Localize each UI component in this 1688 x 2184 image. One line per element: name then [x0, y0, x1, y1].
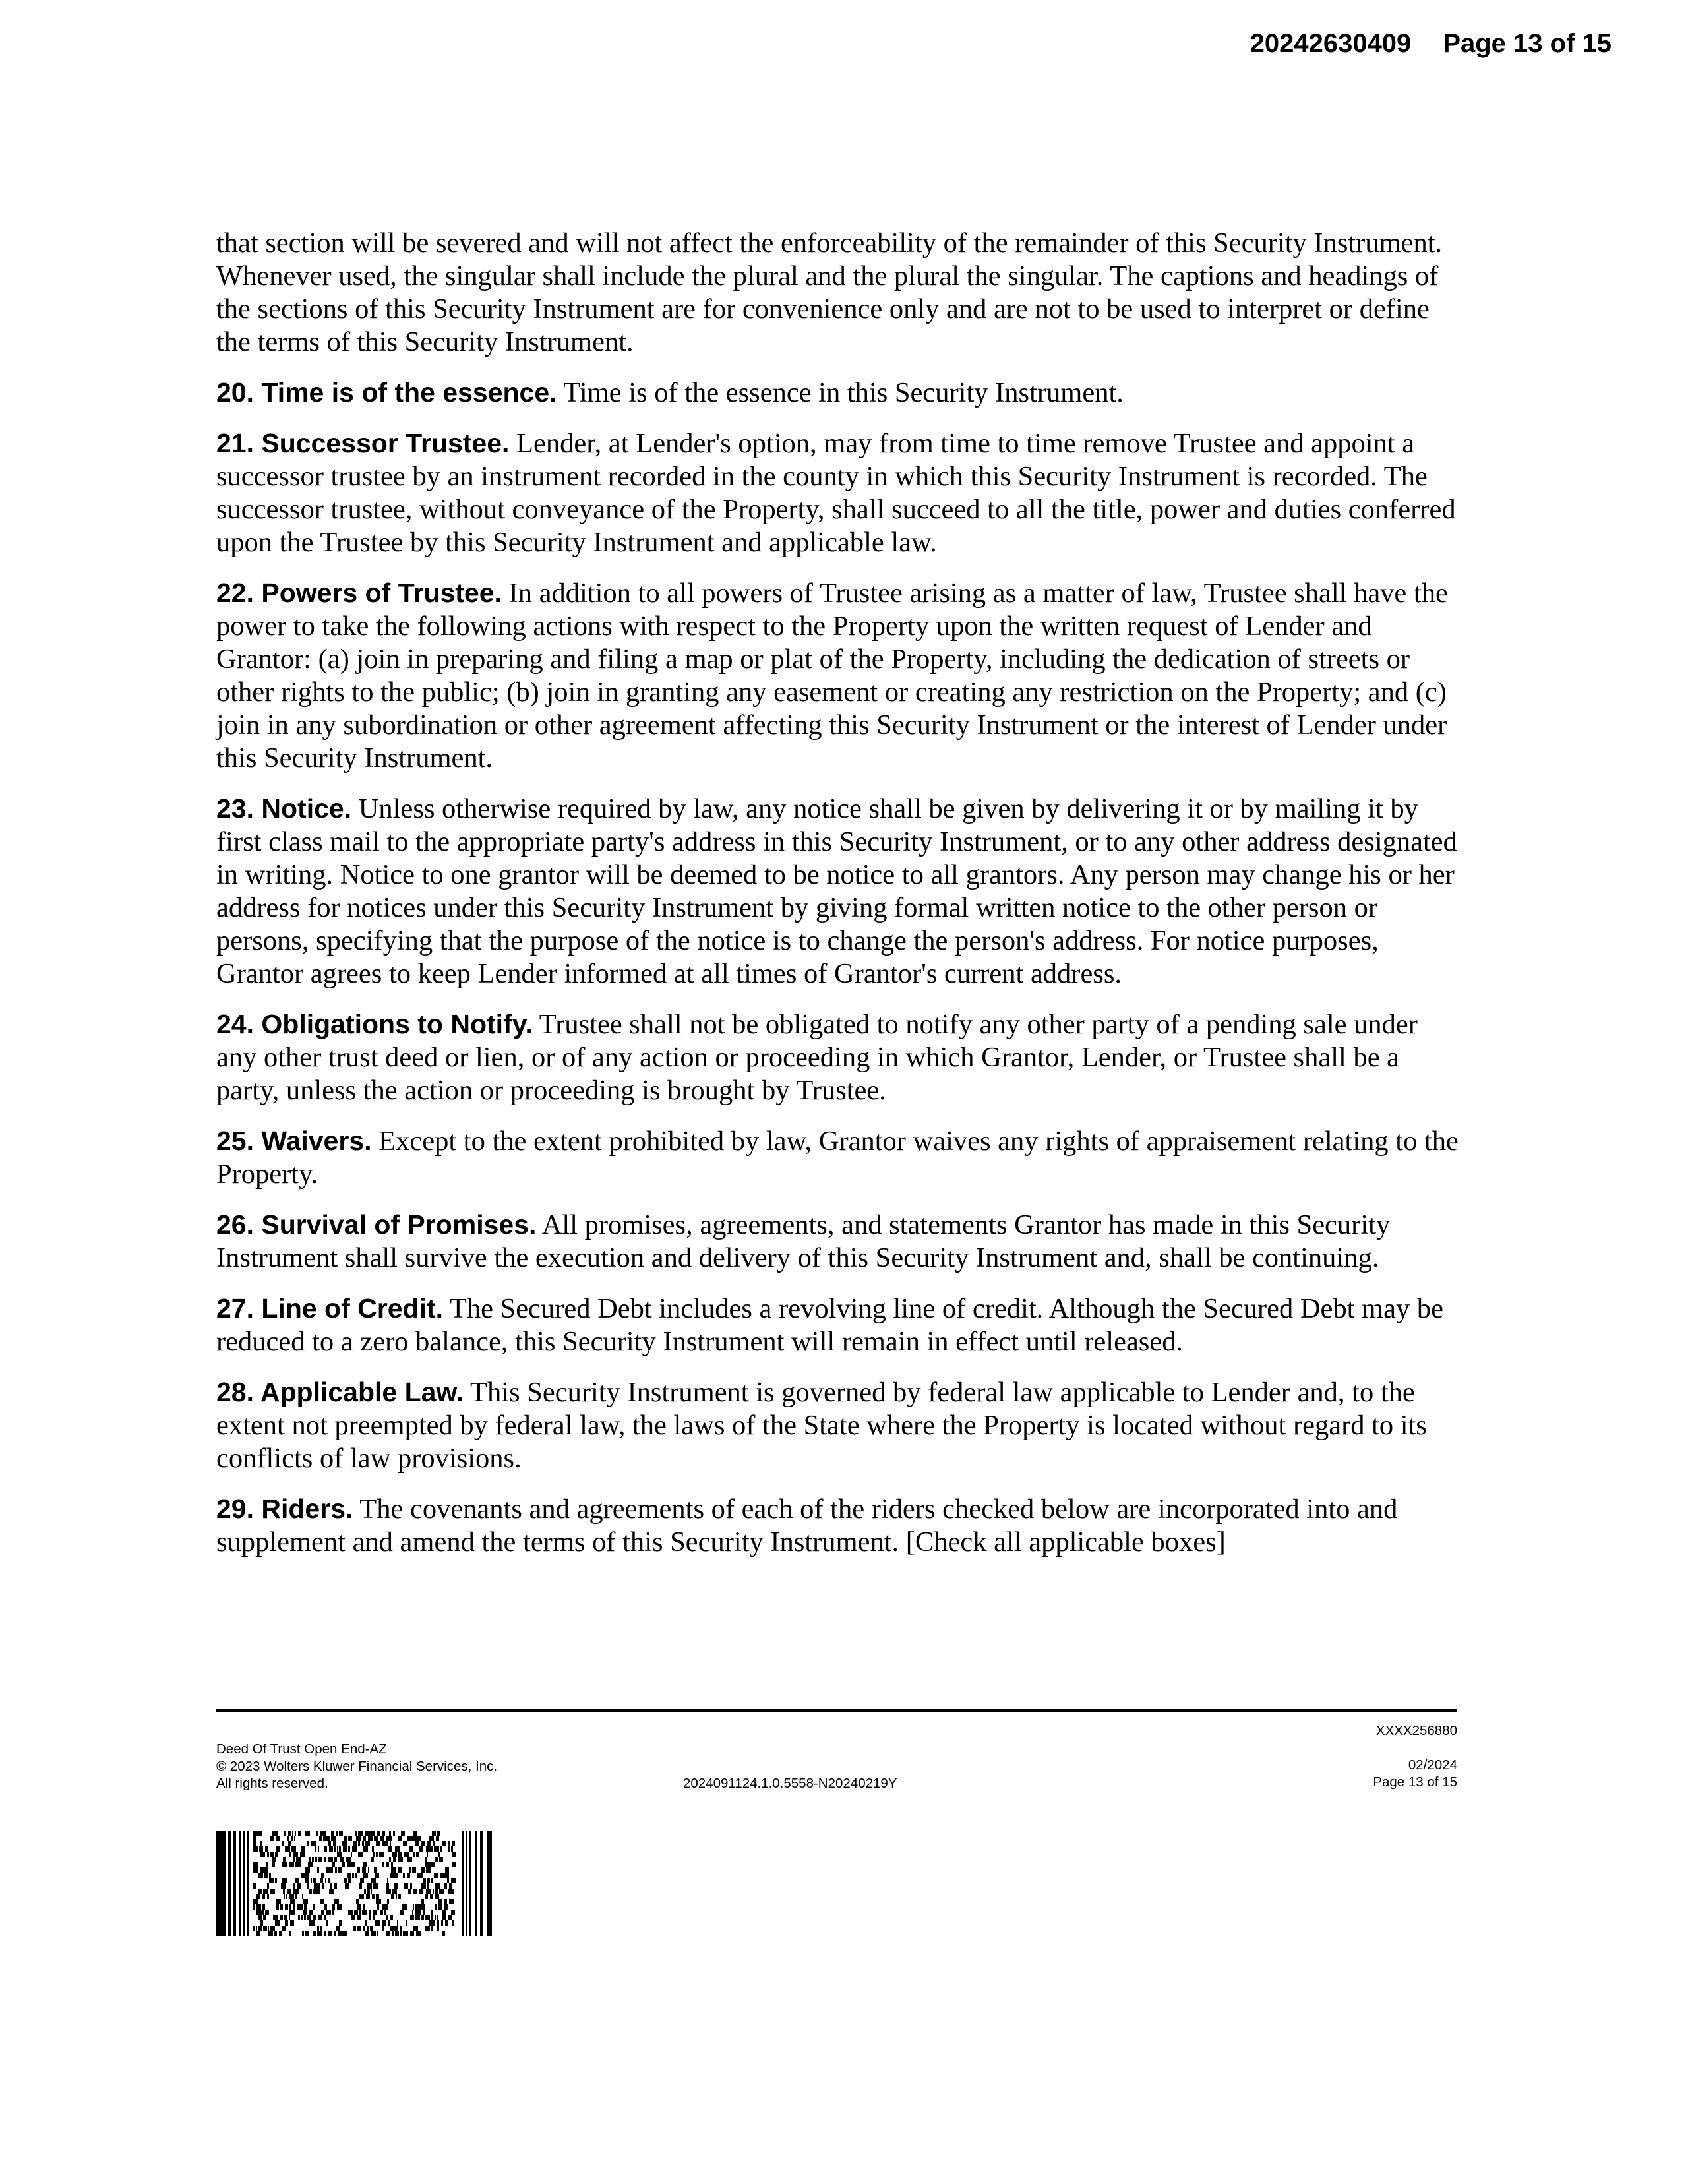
section-25 [216, 1124, 1462, 1191]
rights-reserved: All rights reserved. [216, 1776, 328, 1791]
section-29 [216, 1492, 1462, 1559]
form-date: 02/2024 [1408, 1757, 1457, 1773]
section-heading: 27. Line of Credit. [216, 1293, 443, 1323]
section-heading: 28. Applicable Law. [216, 1377, 464, 1407]
continuation-paragraph: that section will be severed and will not affect the enforceability of the remainder of this Security Instrument. Whenever used, the singular shall include the plural and the plural the singular. The captions and headings of the sections of this Security Instrument are for convenience only and are not to be used to interpret or define the terms of this Security Instrument. [216, 228, 1443, 357]
document-body [216, 227, 1462, 1576]
footer-form-info [216, 1741, 497, 1792]
section-27 [216, 1292, 1462, 1358]
section-20 [216, 376, 1462, 410]
section-text: The covenants and agreements of each of the riders checked below are incorporated into and supplement and amend the terms of this Security Instrument. [Check all applicable boxes] [216, 1494, 1398, 1558]
section-26 [216, 1208, 1462, 1275]
section-23 [216, 792, 1462, 990]
section-heading: 26. Survival of Promises. [216, 1209, 537, 1240]
section-22 [216, 576, 1462, 775]
section-heading: 25. Waivers. [216, 1126, 372, 1156]
section-21 [216, 427, 1462, 559]
footer-page-label: Page 13 of 15 [1373, 1774, 1457, 1790]
section-text: This Security Instrument is governed by federal law applicable to Lender and, to the extent not preempted by federal law, the laws of the State where the Property is located without regard to its conflicts of law provisions. [216, 1377, 1427, 1474]
pdf417-barcode-icon [216, 1831, 492, 1936]
section-heading: 24. Obligations to Notify. [216, 1009, 533, 1039]
section-text: In addition to all powers of Trustee arising as a matter of law, Trustee shall have the power to take the following actions with respect to the Property upon the written request of Lender and Grantor: (a) join in preparing and filing a map or plat of the Property, including the dedication of streets or other rights to the public; (b) join in granting any easement or creating any restriction on the Property; and (c) join in any subordination or other agreement affecting this Security Instrument or the interest of Lender under this Security Instrument. [216, 578, 1448, 774]
section-24 [216, 1008, 1462, 1107]
section-text: Lender, at Lender's option, may from time to time remove Trustee and appoint a successor trustee by an instrument recorded in the county in which this Security Instrument is recorded. The successor trustee, without conveyance of the Property, shall succeed to all the title, power and duties conferred upon the Trustee by this Security Instrument and applicable law. [216, 428, 1456, 558]
section-28 [216, 1376, 1462, 1475]
section-heading: 20. Time is of the essence. [216, 377, 557, 408]
section-heading: 21. Successor Trustee. [216, 428, 510, 458]
form-name: Deed Of Trust Open End-AZ [216, 1742, 387, 1757]
recording-header [1250, 29, 1612, 59]
section-text: All promises, agreements, and statements Grantor has made in this Security Instrument shall survive the execution and delivery of this Security Instrument and, shall be continuing. [216, 1209, 1391, 1273]
section-heading: 29. Riders. [216, 1494, 353, 1524]
copyright: © 2023 Wolters Kluwer Financial Services, Inc. [216, 1759, 498, 1774]
footer-divider [216, 1709, 1457, 1712]
section-heading: 22. Powers of Trustee. [216, 578, 502, 608]
header-page-label: Page 13 of 15 [1443, 29, 1612, 58]
section-text: Except to the extent prohibited by law, Grantor waives any rights of appraisement relating to the Property. [216, 1126, 1459, 1190]
section-text: The Secured Debt includes a revolving line of credit. Although the Secured Debt may be reduced to a zero balance, this Security Instrument will remain in effect until released. [216, 1293, 1443, 1357]
section-text: Time is of the essence in this Security Instrument. [563, 377, 1124, 408]
section-heading: 23. Notice. [216, 793, 352, 824]
document-code: 2024091124.1.0.5558-N20240219Y [683, 1776, 897, 1791]
loan-number: XXXX256880 [1375, 1723, 1457, 1738]
section-text: Unless otherwise required by law, any notice shall be given by delivering it or by mailing it by first class mail to the appropriate party's address in this Security Instrument, or to any other address designated in writing. Notice to one grantor will be deemed to be notice to all grantors. Any person may change his or her address for notices under this Security Instrument by giving formal written notice to the other person or persons, specifying that the purpose of the notice is to change the person's address. For notice purposes, Grantor agrees to keep Lender informed at all times of Grantor's current address. [216, 793, 1457, 989]
recording-number: 20242630409 [1250, 29, 1412, 58]
footer-page-info [1373, 1722, 1457, 1791]
section-text: Trustee shall not be obligated to notify any other party of a pending sale under any other trust deed or lien, or of any action or proceeding in which Grantor, Lender, or Trustee shall be a party, unless the action or proceeding is brought by Trustee. [216, 1009, 1418, 1106]
